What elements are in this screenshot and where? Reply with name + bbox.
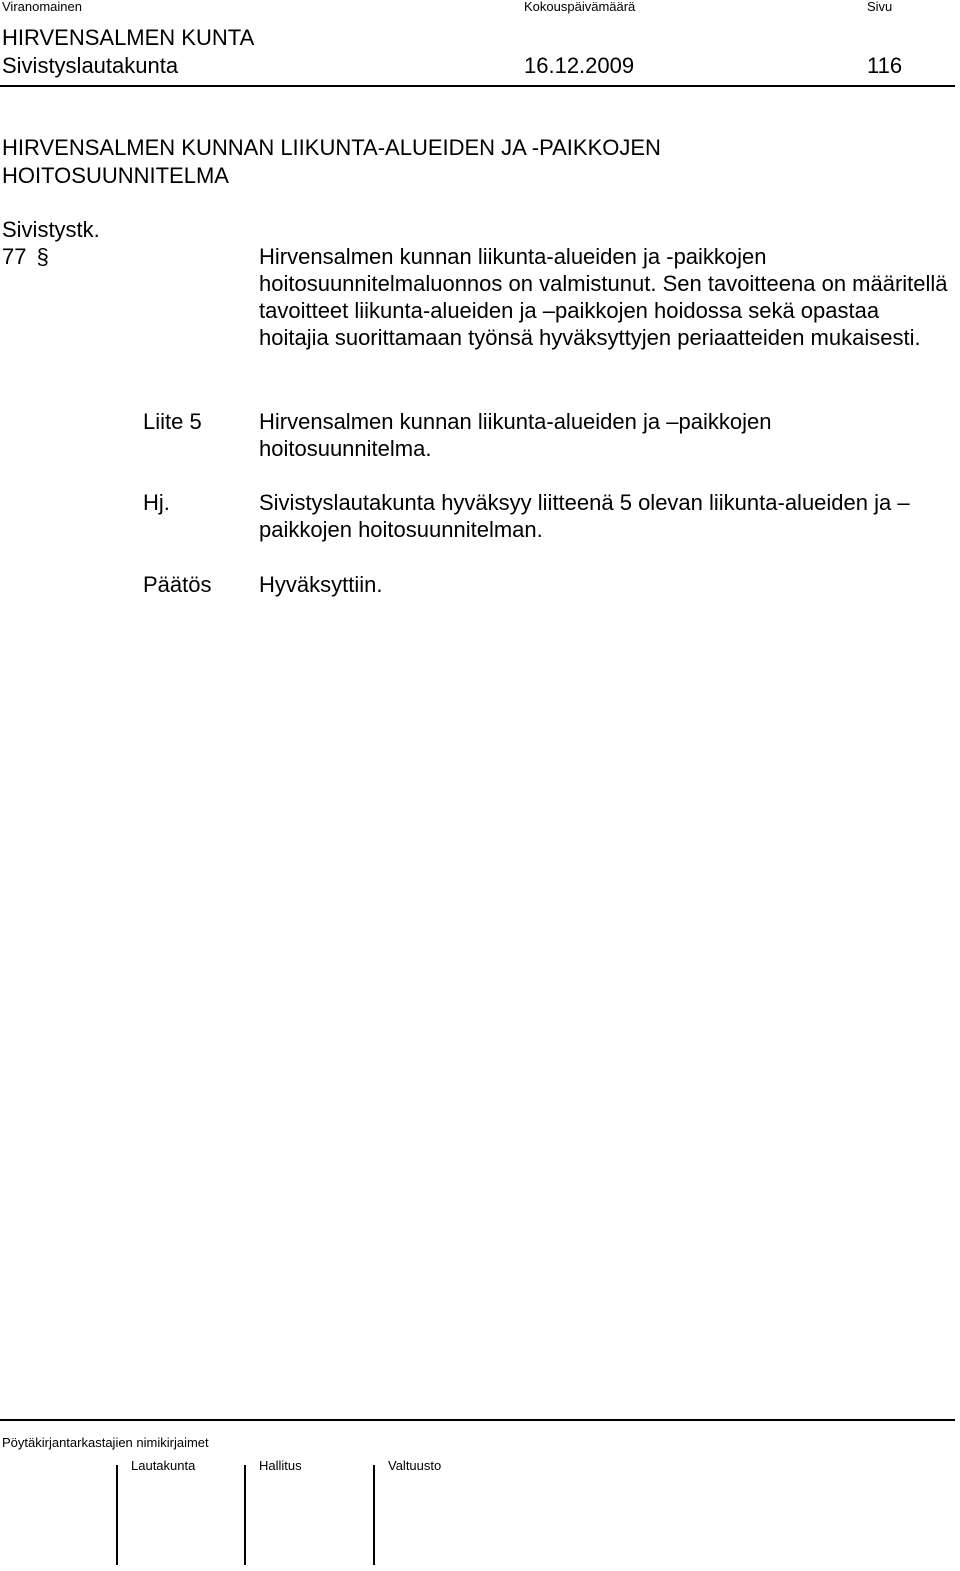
signature-column-lautakunta: Lautakunta (131, 1458, 196, 1473)
label-meeting-date: Kokouspäivämäärä (524, 0, 636, 14)
section-symbol: § (36, 244, 49, 269)
attachment-label: Liite 5 (143, 409, 202, 434)
document-title-line2: HOITOSUUNNITELMA (2, 163, 229, 188)
signature-column-hallitus: Hallitus (259, 1458, 302, 1473)
label-authority: Viranomainen (2, 0, 82, 14)
header-divider (0, 85, 955, 87)
meeting-date: 16.12.2009 (524, 53, 635, 78)
intro-paragraph: Hirvensalmen kunnan liikunta-alueiden ja -paikkojen hoitosuunnitelmaluonnos on valmistunut. Sen tavoitteena on määritellä tavoitteet liikunta-alueiden ja –paikkojen hoidossa sekä opastaa hoitajia suorittamaan työnsä hyväksyttyjen periaatteiden mukaisesti. (259, 244, 948, 350)
document-title-line1: HIRVENSALMEN KUNNAN LIIKUNTA-ALUEIDEN JA -PAIKKOJEN (2, 135, 661, 160)
page-number: 116 (867, 53, 903, 78)
section-number (2, 243, 49, 270)
signatures-label: Pöytäkirjantarkastajien nimikirjaimet (2, 1435, 209, 1450)
footer-divider (0, 1419, 955, 1421)
decision-text: Hyväksyttiin. (259, 572, 383, 597)
label-page: Sivu (867, 0, 893, 14)
signature-column-divider-2 (244, 1465, 246, 1565)
signature-column-valtuusto: Valtuusto (388, 1458, 442, 1473)
decision-label: Päätös (143, 572, 212, 597)
board-name: Sivistyslautakunta (2, 53, 179, 78)
preparer: Sivistystk. (2, 217, 100, 242)
proposal-label: Hj. (143, 490, 170, 515)
signature-column-divider-1 (116, 1465, 118, 1565)
section-number-value: 77 (2, 244, 27, 269)
proposal-paragraph: Sivistyslautakunta hyväksyy liitteenä 5 olevan liikunta-alueiden ja –paikkojen hoitosuunnitelman. (259, 490, 910, 542)
attachment-paragraph: Hirvensalmen kunnan liikunta-alueiden ja –paikkojen hoitosuunnitelma. (259, 409, 772, 461)
signature-column-divider-3 (373, 1465, 375, 1565)
municipality-name: HIRVENSALMEN KUNTA (2, 25, 255, 50)
